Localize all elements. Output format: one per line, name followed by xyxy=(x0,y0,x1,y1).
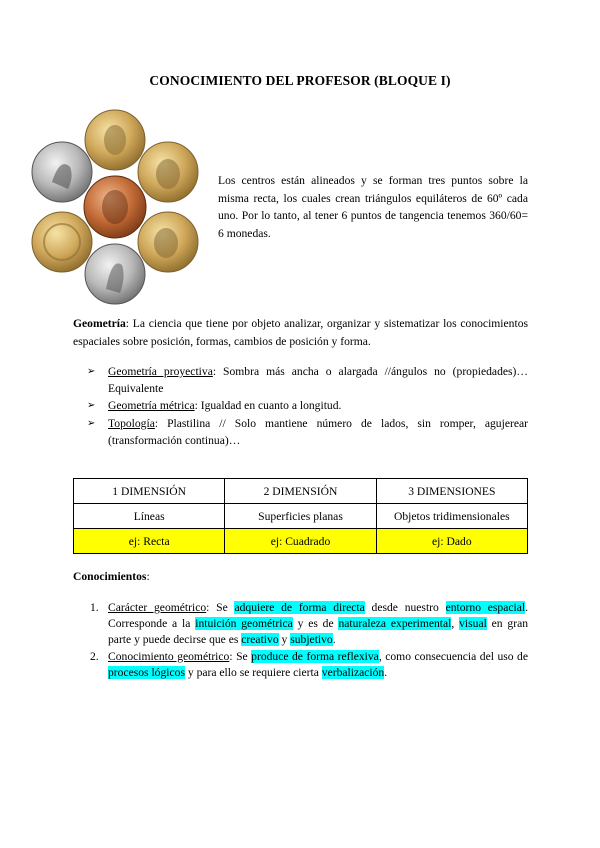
table-cell: Objetos tridimensionales xyxy=(376,504,527,529)
type-name: Topología xyxy=(108,416,155,430)
table-header-cell: 1 DIMENSIÓN xyxy=(74,479,225,504)
table-cell: ej: Cuadrado xyxy=(225,529,376,554)
dimensions-table xyxy=(73,478,528,554)
page-title: CONOCIMIENTO DEL PROFESOR (BLOQUE I) xyxy=(149,73,451,88)
item-text: , como consecuencia del uso de xyxy=(378,649,529,663)
table-header-cell: 2 DIMENSIÓN xyxy=(225,479,376,504)
arrow-bullet-icon: ➢ xyxy=(87,366,96,377)
arrow-bullet-icon: ➢ xyxy=(87,417,96,429)
knowledge-title: Conocimientos xyxy=(73,570,147,583)
geometry-term: Geometría xyxy=(73,317,126,330)
type-name: Geometría proyectiva xyxy=(108,365,213,378)
item-text: en gran parte y puede decirse que es xyxy=(108,617,529,647)
highlighted-text: visual xyxy=(459,617,487,631)
item-text: . Corresponde a la xyxy=(108,601,528,631)
table-row xyxy=(74,504,528,529)
item-text: y para ello se requiere cierta xyxy=(184,665,322,679)
item-text: : Se xyxy=(229,649,252,663)
arrow-bullet-icon: ➢ xyxy=(87,400,96,412)
item-text: : Se xyxy=(206,601,235,614)
item-text: . xyxy=(384,665,388,679)
table-cell: Líneas xyxy=(74,504,225,529)
table-header-cell: 3 DIMENSIONES xyxy=(376,479,527,504)
table-header-row xyxy=(74,479,528,504)
type-name: Geometría métrica xyxy=(108,399,195,413)
geometry-definition-text: : La ciencia que tiene por objeto analizar, organizar y sistematizar los conocimientos espaciales sobre posición, formas, cambios de posición y forma. xyxy=(73,317,528,348)
list-number: 2. xyxy=(90,649,99,663)
highlighted-text: produce de forma reflexiva xyxy=(251,649,379,663)
highlighted-text: adquiere de forma directa xyxy=(234,601,365,614)
highlighted-text: verbalización xyxy=(321,665,385,679)
geometry-types-list xyxy=(87,363,528,449)
item-text: . xyxy=(332,633,336,647)
highlighted-text: procesos lógicos xyxy=(108,665,185,679)
type-text: : Igualdad en cuanto a longitud. xyxy=(194,399,342,413)
coin-lower-left xyxy=(32,212,92,272)
coins-arrangement-image xyxy=(22,107,212,307)
item-text: y xyxy=(278,633,291,647)
geometry-definition xyxy=(73,315,528,350)
item-text: desde nuestro xyxy=(364,601,446,614)
highlighted-text: naturaleza experimental xyxy=(338,617,452,631)
list-item xyxy=(90,649,528,681)
table-row-examples xyxy=(74,529,528,554)
item-text: y es de xyxy=(292,617,339,631)
coins-explanation: Los centros están alineados y se forman tres puntos sobre la misma recta, los cuales crean triángulos equiláteros de 60º cada uno. Por lo tanto, al tener 6 puntos de tangencia tenemos 360/60= 6 monedas. xyxy=(218,174,528,240)
highlighted-text: creativo xyxy=(241,633,279,647)
item-name: Conocimiento geométrico xyxy=(108,649,230,663)
type-text: : Plastilina // Solo mantiene número de lados, sin romper, agujerear (transformación continua)… xyxy=(108,416,528,447)
list-item xyxy=(90,600,528,649)
item-name: Carácter geométrico xyxy=(108,601,207,614)
list-number: 1. xyxy=(90,601,99,614)
list-item xyxy=(87,415,528,449)
knowledge-list xyxy=(90,600,528,681)
table-cell: ej: Recta xyxy=(74,529,225,554)
highlighted-text: entorno espacial xyxy=(445,601,526,614)
list-item xyxy=(87,397,528,414)
highlighted-text: subjetivo xyxy=(290,633,333,647)
knowledge-heading xyxy=(73,570,150,583)
knowledge-title-colon: : xyxy=(146,570,150,583)
table-cell: Superficies planas xyxy=(225,504,376,529)
highlighted-text: intuición geométrica xyxy=(195,617,293,631)
type-text: : Sombra más ancha o alargada //ángulos no (propiedades)… Equivalente xyxy=(108,365,528,396)
list-item xyxy=(87,363,528,397)
item-text: , xyxy=(451,617,460,631)
table-cell: ej: Dado xyxy=(376,529,527,554)
